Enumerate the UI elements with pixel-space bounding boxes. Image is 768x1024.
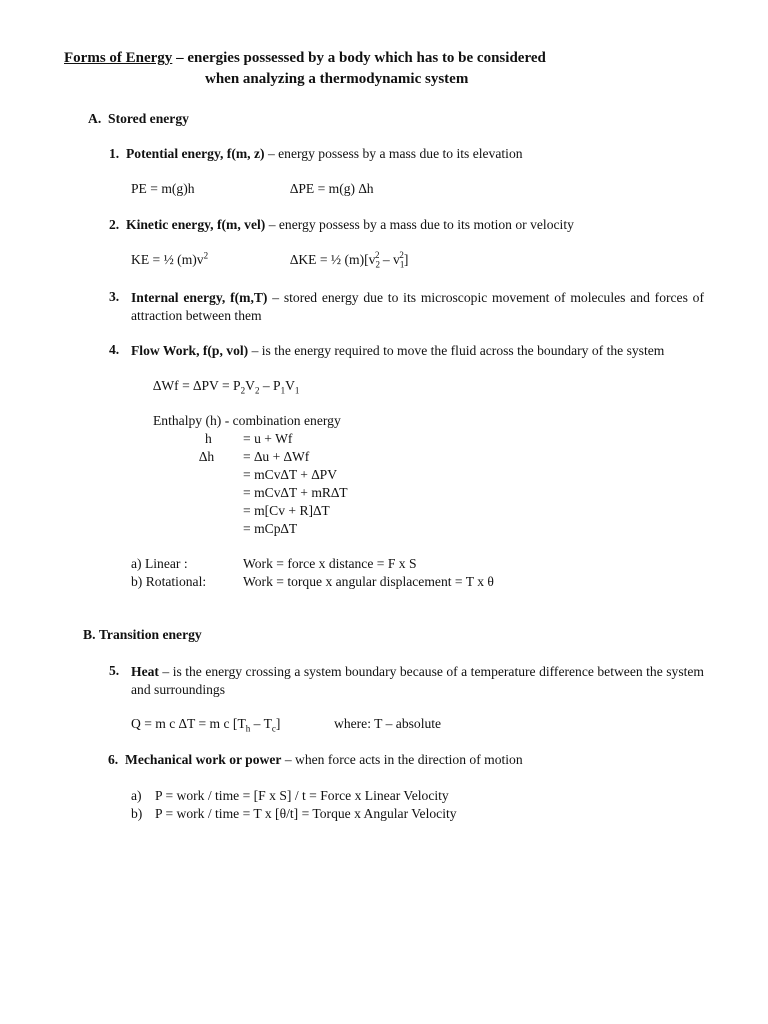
- enthalpy-rhs-1: = ∆u + ∆Wf: [243, 449, 310, 464]
- heat-where: where: T – absolute: [334, 716, 442, 731]
- item-1-eq-right: ∆PE = m(g) ∆h: [290, 181, 374, 196]
- dke-end: ]: [403, 252, 409, 267]
- title-heading: Forms of Energy: [64, 50, 173, 66]
- heat-end: ]: [275, 716, 281, 731]
- section-b-title: Transition energy: [98, 627, 202, 642]
- item-5: [131, 663, 704, 699]
- item-2-eq-left: [131, 252, 208, 268]
- section-a-label: A.: [88, 111, 102, 126]
- item-1-num: 1.: [109, 146, 120, 161]
- item-1-desc: – energy possess by a mass due to its elevation: [264, 146, 523, 161]
- power-value-1: P = work / time = T x [θ/t] = Torque x Angular Velocity: [155, 806, 457, 821]
- fw-sub2: 2: [254, 385, 260, 396]
- fw-mid1: V: [245, 378, 255, 393]
- work-label-1: b) Rotational:: [131, 574, 207, 589]
- fw-mid3: V: [285, 378, 295, 393]
- enthalpy-rhs-5: = mCp∆T: [243, 521, 298, 536]
- flow-work-eq: [153, 378, 299, 394]
- item-3-term: Internal energy, f(m,T): [131, 290, 268, 305]
- item-2-desc: – energy possess by a mass due to its motion or velocity: [265, 217, 574, 232]
- item-4-desc: – is the energy required to move the fluid across the boundary of the system: [248, 343, 665, 358]
- section-b-heading: [83, 627, 202, 643]
- item-1-term: Potential energy, f(m, z): [126, 146, 265, 161]
- dke-mid: – v: [379, 252, 400, 267]
- fw-mid2: – P: [259, 378, 281, 393]
- item-5-term: Heat: [131, 664, 159, 679]
- section-a-title: Stored energy: [108, 111, 189, 126]
- heat-eq: [131, 716, 280, 732]
- item-4: [131, 342, 704, 360]
- dke-sub1: 2: [375, 259, 380, 270]
- item-6-desc: – when force acts in the direction of motion: [281, 752, 523, 767]
- section-a-heading: [88, 111, 189, 127]
- section-b-label: B.: [83, 627, 96, 642]
- item-3-num: 3.: [109, 289, 120, 304]
- item-2: [109, 217, 574, 233]
- enthalpy-rhs-0: = u + Wf: [243, 431, 293, 446]
- power-label-0: a): [131, 788, 142, 803]
- dke-sup2: 2: [399, 250, 404, 261]
- work-value-1: Work = torque x angular displacement = T x θ: [243, 574, 494, 589]
- heat-mid: – T: [250, 716, 272, 731]
- ke-sup: 2: [203, 250, 209, 261]
- fw-sub4: 1: [294, 385, 300, 396]
- enthalpy-label: Enthalpy (h) - combination energy: [153, 413, 341, 428]
- enthalpy-lhs-1: ∆h: [199, 449, 215, 464]
- item-2-term: Kinetic energy, f(m, vel): [126, 217, 266, 232]
- item-2-eq-right: [290, 252, 408, 268]
- title-line1: – energies possessed by a body which has to be considered: [172, 50, 546, 66]
- dke-sup1: 2: [374, 250, 380, 261]
- enthalpy-rhs-3: = mCv∆T + mR∆T: [243, 485, 348, 500]
- item-4-num: 4.: [109, 342, 120, 357]
- heat-sub1: h: [245, 723, 251, 734]
- item-6: [108, 752, 523, 768]
- item-1-eq-left: PE = m(g)h: [131, 181, 195, 196]
- title-line2: when analyzing a thermodynamic system: [205, 71, 469, 87]
- item-2-num: 2.: [109, 217, 120, 232]
- item-3-desc: – stored energy due to its microscopic movement of molecules and forces of attraction between them: [131, 290, 704, 323]
- dke-main: ∆KE = ½ (m)[v: [290, 252, 376, 267]
- ke-main: KE = ½ (m)v: [131, 252, 204, 267]
- enthalpy-lhs-0: h: [205, 431, 212, 446]
- fw-sub3: 1: [280, 385, 286, 396]
- heat-sub2: c: [271, 723, 276, 734]
- enthalpy-rhs-2: = mCv∆T + ∆PV: [243, 467, 338, 482]
- work-value-0: Work = force x distance = F x S: [243, 556, 417, 571]
- power-value-0: P = work / time = [F x S] / t = Force x Linear Velocity: [155, 788, 449, 803]
- item-6-num: 6.: [108, 752, 119, 767]
- document-title: [64, 49, 546, 67]
- power-label-1: b): [131, 806, 143, 821]
- fw-main: ∆Wf = ∆PV = P: [153, 378, 241, 393]
- item-3: [131, 289, 704, 325]
- enthalpy-rhs-4: = m[Cv + R]∆T: [243, 503, 330, 518]
- item-6-term: Mechanical work or power: [125, 752, 282, 767]
- fw-sub1: 2: [240, 385, 246, 396]
- work-label-0: a) Linear :: [131, 556, 188, 571]
- item-5-num: 5.: [109, 663, 120, 678]
- item-1: [109, 146, 523, 162]
- item-5-desc: – is the energy crossing a system boundary because of a temperature difference between the system and surroundings: [131, 664, 704, 697]
- heat-main: Q = m c ∆T = m c [T: [131, 716, 246, 731]
- dke-sub2: 1: [399, 259, 405, 270]
- item-4-term: Flow Work, f(p, vol): [131, 343, 249, 358]
